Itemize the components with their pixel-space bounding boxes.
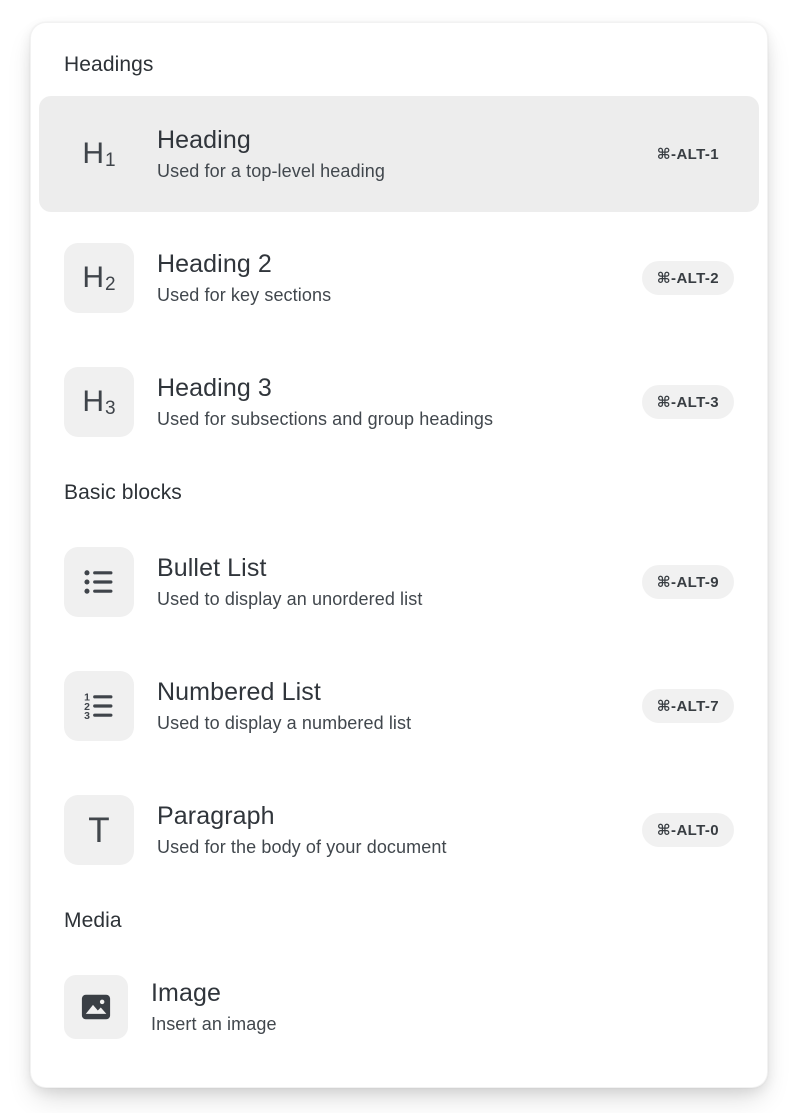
menu-item-title: Numbered List [157, 678, 321, 707]
h2-icon: H2 [64, 243, 134, 313]
menu-item-title: Heading [157, 126, 251, 155]
menu-item-text [157, 374, 493, 430]
shortcut-badge: ⌘-ALT-3 [642, 385, 734, 419]
shortcut-badge: ⌘-ALT-1 [656, 146, 719, 163]
menu-item-text [157, 126, 385, 182]
h3-icon: H3 [64, 367, 134, 437]
menu-item-paragraph[interactable] [39, 772, 759, 888]
menu-item-description: Used for subsections and group headings [157, 408, 494, 429]
section-label-headings: Headings [64, 53, 154, 76]
menu-item-title: Paragraph [157, 802, 275, 831]
menu-item-text [157, 678, 411, 734]
svg-text:2: 2 [84, 701, 90, 713]
menu-item-title: Image [151, 979, 221, 1008]
menu-item-heading-3[interactable] [39, 344, 759, 460]
menu-item-heading-2[interactable] [39, 220, 759, 336]
menu-item-numbered-list[interactable] [39, 648, 759, 764]
shortcut-badge: ⌘-ALT-2 [642, 261, 734, 295]
shortcut-badge: ⌘-ALT-0 [642, 813, 734, 847]
shortcut-badge: ⌘-ALT-9 [642, 565, 734, 599]
shortcut-badge: ⌘-ALT-7 [642, 689, 734, 723]
menu-item-text [157, 554, 422, 610]
menu-item-description: Used for the body of your document [157, 836, 447, 857]
svg-text:3: 3 [84, 710, 90, 722]
menu-item-title: Heading 3 [157, 374, 272, 403]
menu-item-description: Used to display an unordered list [157, 588, 423, 609]
h1-icon: H1 [82, 137, 116, 171]
menu-item-title: Heading 2 [157, 250, 272, 279]
menu-item-description: Insert an image [151, 1013, 277, 1034]
section-label-basic-blocks: Basic blocks [64, 481, 182, 504]
section-label-media: Media [64, 909, 122, 932]
block-insert-menu [30, 22, 768, 1088]
paragraph-icon: T [64, 795, 134, 865]
menu-item-bullet-list[interactable] [39, 524, 759, 640]
menu-item-description: Used for key sections [157, 284, 332, 305]
menu-item-title: Bullet List [157, 554, 267, 583]
bullet-list-icon [64, 547, 134, 617]
menu-item-heading[interactable] [39, 96, 759, 212]
numbered-list-icon [64, 671, 134, 741]
menu-item-text [157, 802, 447, 858]
menu-item-image[interactable] [39, 952, 759, 1062]
menu-item-description: Used to display a numbered list [157, 712, 412, 733]
image-icon [64, 975, 128, 1039]
menu-item-text [151, 979, 277, 1035]
menu-item-text [157, 250, 331, 306]
svg-text:1: 1 [84, 692, 90, 704]
menu-item-description: Used for a top-level heading [157, 160, 385, 181]
